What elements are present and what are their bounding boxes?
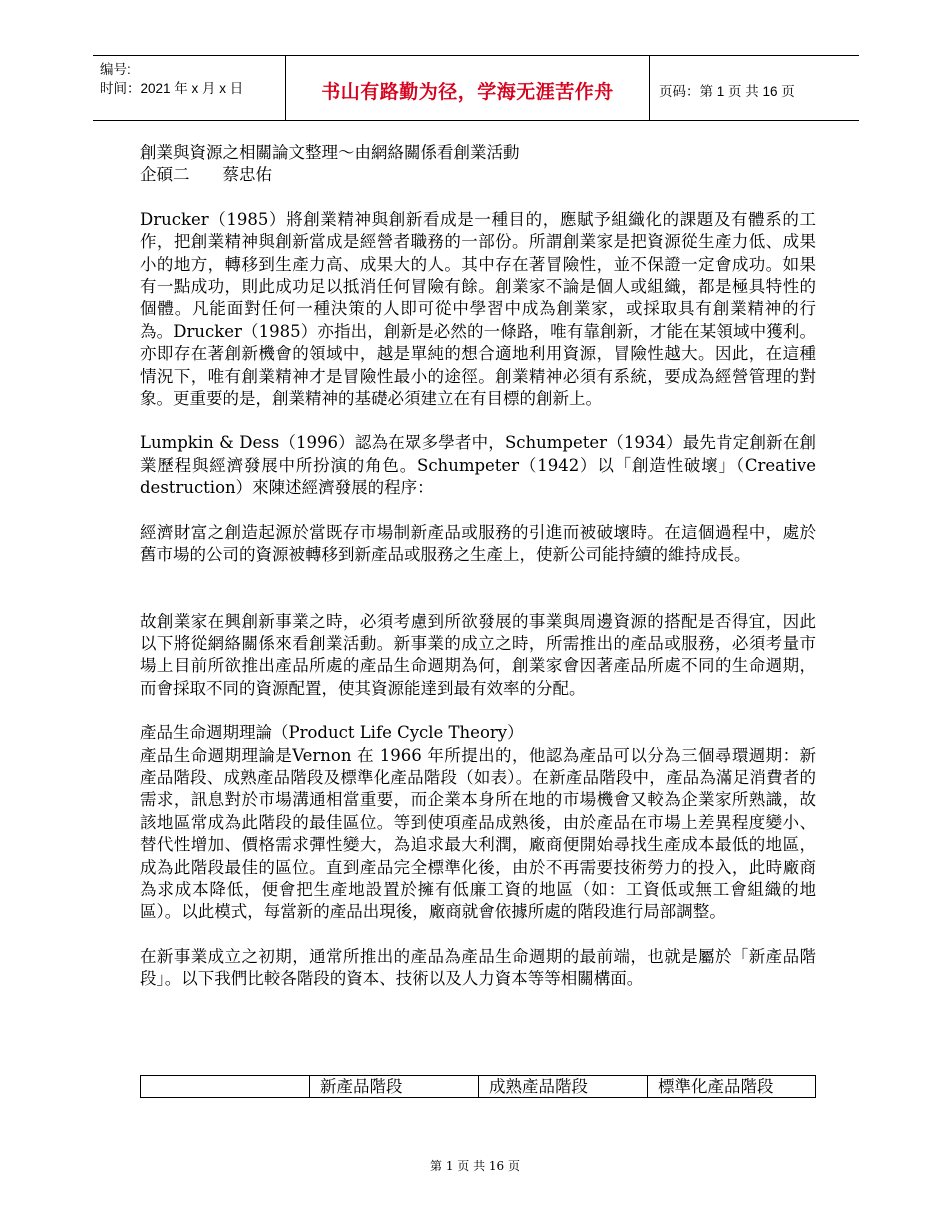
table-header-row bbox=[141, 1076, 816, 1098]
table-cell: 新產品階段 bbox=[310, 1076, 479, 1098]
paragraph: Lumpkin & Dess（1996）認為在眾多學者中，Schumpeter（1934）最先肯定創新在創業歷程與經濟發展中所扮演的角色。Schumpeter（1942）以「創造性破壞」（Creative destruction）來陳述經濟發展的程序： bbox=[140, 433, 816, 498]
section-heading: 產品生命週期理論（Product Life Cycle Theory） bbox=[140, 723, 524, 743]
document-body bbox=[140, 142, 816, 991]
paragraph: Drucker（1985）將創業精神與創新看成是一種目的，應賦予組織化的課題及有體系的工作，把創業精神與創新當成是經營者職務的一部份。所謂創業家是把資源從生產力低、成果小的地方，轉移到生產力高、成果大的人。其中存在著冒險性，並不保證一定會成功。如果有一點成功，則此成功足以抵消任何冒險有餘。創業家不論是個人或組織，都是極具特性的個體。凡能面對任何一種決策的人即可從中學習中成為創業家，或採取具有創業精神的行為。Drucker（1985）亦指出，創新是必然的一條路，唯有靠創新，才能在某領域中獲利。亦即存在著創新機會的領域中，越是單純的想合適地利用資源，冒險性越大。因此，在這種情況下，唯有創業精神才是冒險性最小的途徑。創業精神必須有系統，要成為經營管理的對象。更重要的是，創業精神的基礎必須建立在有目標的創新上。 bbox=[140, 209, 816, 409]
serial-label: 编号: bbox=[100, 62, 131, 77]
header-meta bbox=[100, 60, 243, 98]
table-cell bbox=[141, 1076, 310, 1098]
quote-paragraph: 經濟財富之創造起源於當既存市場制新產品或服務的引進而被破壞時。在這個過程中，處於舊市場的公司的資源被轉移到新產品或服務之生產上，使新公司能持續的維持成長。 bbox=[140, 522, 816, 565]
table-cell: 標準化產品階段 bbox=[648, 1076, 816, 1098]
paragraph: 產品生命週期理論是Vernon 在 1966 年所提出的，他認為產品可以分為三個尋環週期：新產品階段、成熟產品階段及標準化產品階段（如表）。在新產品階段中，產品為滿足消費者的需求，訊息對於市場溝通相當重要，而企業本身所在地的市場機會又較為企業家所熟識，故該地區常成為此階段的最佳區位。等到使項產品成熟後，由於產品在市場上差異程度變小、替代性增加、價格需求彈性變大，為追求最大利潤，廠商便開始尋找生產成本最低的地區，成為此階段最佳的區位。直到產品完全標準化後，由於不再需要技術勞力的投入，此時廠商為求成本降低，便會把生產地設置於擁有低廉工資的地區（如：工資低或無工會組織的地區）。以此模式，每當新的產品出現後，廠商就會依據所處的階段進行局部調整。 bbox=[140, 745, 816, 922]
document-title: 創業與資源之相關論文整理～由網絡關係看創業活動 bbox=[140, 143, 520, 162]
table-cell: 成熟產品階段 bbox=[479, 1076, 648, 1098]
header-motto: 书山有路勤为径，学海无涯苦作舟 bbox=[321, 81, 614, 103]
time-label: 时间：2021 年 x 月 x 日 bbox=[100, 81, 244, 96]
paragraph: 在新事業成立之初期，通常所推出的產品為產品生命週期的最前端，也就是屬於「新產品階段」。以下我們比較各階段的資本、技術以及人力資本等等相關構面。 bbox=[140, 946, 816, 989]
stage-table bbox=[140, 1075, 816, 1098]
paragraph: 故創業家在興創新事業之時，必須考慮到所欲發展的事業與周邊資源的搭配是否得宜，因此以下將從網絡關係來看創業活動。新事業的成立之時，所需推出的產品或服務，必須考量市場上目前所欲推出產品所處的產品生命週期為何，創業家會因著產品所處不同的生命週期，而會採取不同的資源配置，使其資源能達到最有效率的分配。 bbox=[140, 611, 816, 698]
page-footer: 第 1 页 共 16 页 bbox=[430, 1159, 520, 1173]
header-page-info: 页码：第 1 页 共 16 页 bbox=[659, 84, 795, 99]
author-line: 企碩二 蔡忠佑 bbox=[140, 165, 272, 185]
header-divider bbox=[649, 56, 650, 120]
page-header bbox=[93, 55, 859, 121]
